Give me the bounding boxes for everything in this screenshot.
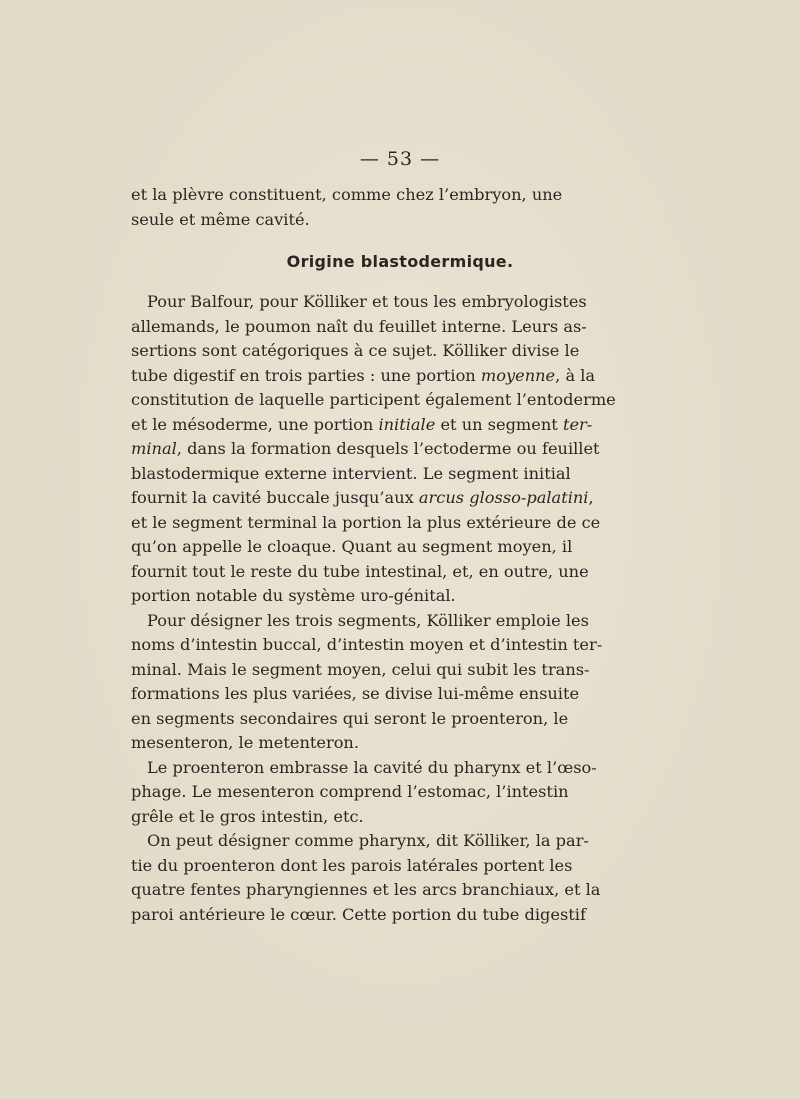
text-line: mesenteron, le metenteron. bbox=[131, 733, 360, 752]
text-line: quatre fentes pharyngiennes et les arcs branchiaux, et la bbox=[131, 880, 601, 899]
text-line: seule et même cavité. bbox=[131, 209, 310, 229]
text-line bbox=[131, 486, 594, 511]
text-segment: , bbox=[588, 488, 594, 507]
text-segment: et le mésoderme, une portion bbox=[131, 414, 379, 434]
text-line: noms d’intestin buccal, d’intestin moyen et d’intestin ter- bbox=[131, 635, 603, 654]
text-segment: tube digestif en trois parties : une portion bbox=[131, 365, 481, 385]
text-line: tie du proenteron dont les parois latérales portent les bbox=[131, 855, 573, 875]
text-line: formations les plus variées, se divise lui-même ensuite bbox=[131, 684, 580, 703]
text-line: fournit tout le reste du tube intestinal, et, en outre, une bbox=[131, 561, 589, 581]
text-line: paroi antérieure le cœur. Cette portion du tube digestif bbox=[131, 904, 586, 924]
text-line: On peut désigner comme pharynx, dit Kölliker, la par- bbox=[147, 831, 589, 850]
text-line: qu’on appelle le cloaque. Quant au segment moyen, il bbox=[131, 537, 573, 556]
text-segment: fournit la cavité buccale jusqu’aux bbox=[131, 488, 419, 507]
text-line: en segments secondaires qui seront le proenteron, le bbox=[131, 708, 569, 728]
text-line bbox=[131, 413, 593, 438]
text-line: Pour désigner les trois segments, Kölliker emploie les bbox=[147, 610, 589, 630]
text-line: Le proenteron embrasse la cavité du pharynx et l’œso- bbox=[147, 757, 597, 777]
section-heading: Origine blastodermique. bbox=[286, 252, 514, 271]
text-line: et le segment terminal la portion la plus extérieure de ce bbox=[131, 512, 601, 532]
text-segment: , à la bbox=[555, 365, 596, 385]
text-line: minal. Mais le segment moyen, celui qui subit les trans- bbox=[131, 659, 590, 679]
page-number: — 53 — bbox=[359, 148, 441, 170]
text-line: blastodermique externe intervient. Le segment initial bbox=[131, 463, 571, 483]
text-line: Pour Balfour, pour Kölliker et tous les embryologistes bbox=[147, 292, 587, 311]
italic-term: minal bbox=[131, 439, 177, 458]
text-line: et la plèvre constituent, comme chez l’embryon, une bbox=[131, 185, 563, 204]
body-text bbox=[131, 290, 616, 927]
text-line: allemands, le poumon naît du feuillet interne. Leurs as- bbox=[131, 316, 587, 336]
intro-paragraph bbox=[131, 183, 563, 232]
text-segment: , dans la formation desquels l’ectoderme ou feuillet bbox=[176, 439, 600, 458]
text-line: grêle et le gros intestin, etc. bbox=[131, 806, 364, 826]
text-line bbox=[131, 364, 596, 389]
text-line: sertions sont catégoriques à ce sujet. Kölliker divise le bbox=[131, 341, 580, 360]
text-line bbox=[131, 437, 600, 462]
text-segment: et un segment bbox=[435, 414, 563, 434]
text-line: phage. Le mesenteron comprend l’estomac, l’intestin bbox=[131, 782, 569, 801]
italic-term: arcus glosso-palatini bbox=[418, 488, 589, 507]
text-line: constitution de laquelle participent également l’entoderme bbox=[131, 390, 616, 409]
text-line: portion notable du système uro-génital. bbox=[131, 586, 456, 605]
italic-term: ter- bbox=[562, 414, 593, 434]
italic-term: initiale bbox=[378, 414, 436, 434]
italic-term: moyenne bbox=[480, 365, 556, 385]
